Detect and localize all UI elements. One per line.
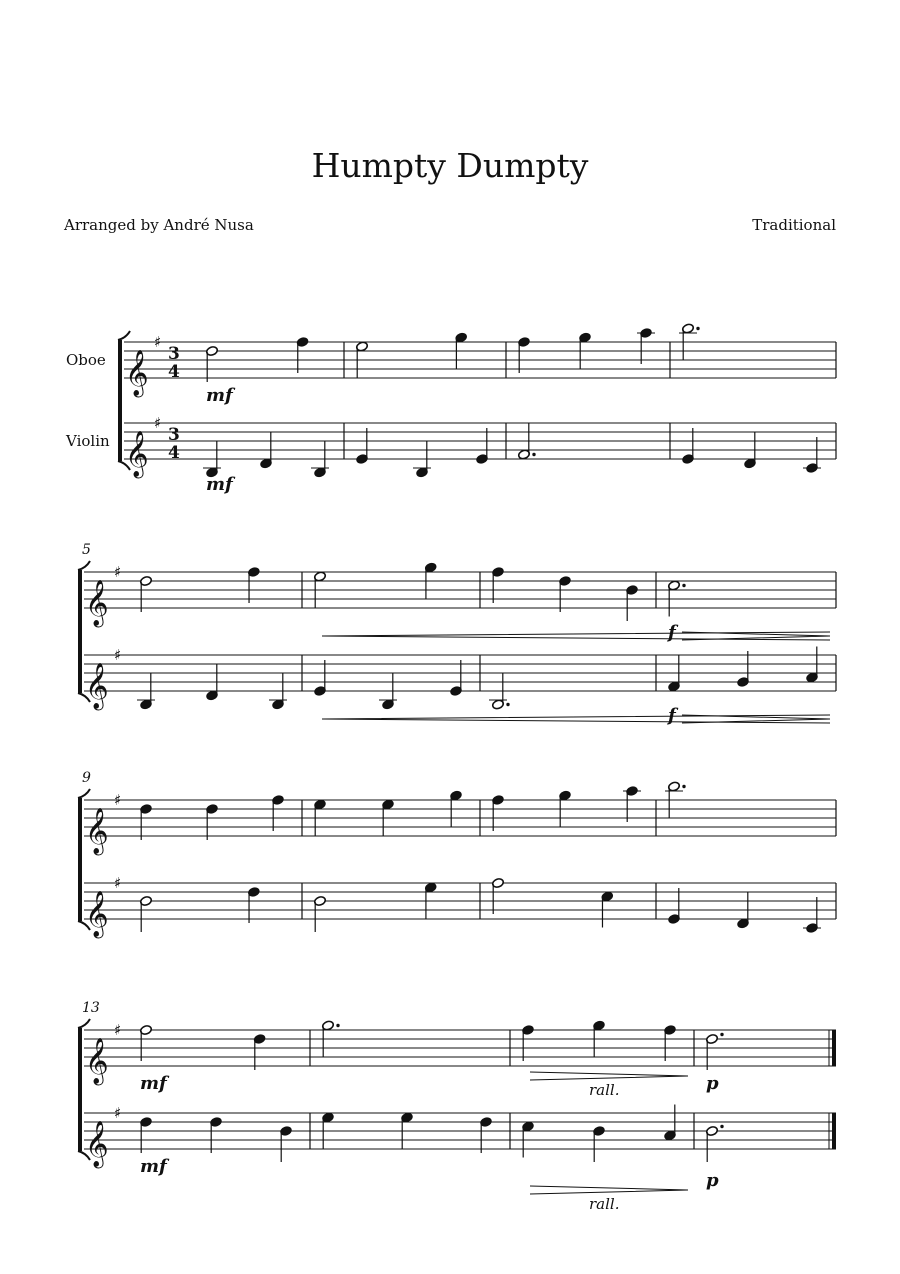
augmentation-dot <box>682 584 685 587</box>
augmentation-dot <box>532 453 535 456</box>
bracket-top-hook <box>78 1019 90 1028</box>
crescendo-hairpin <box>322 632 830 640</box>
key-signature-sharp: ♯ <box>114 874 122 892</box>
time-signature-denominator: 4 <box>168 362 180 382</box>
dynamic-marking: mf <box>206 385 233 406</box>
key-signature-sharp: ♯ <box>114 1021 122 1039</box>
key-signature-sharp: ♯ <box>154 414 162 432</box>
dynamic-marking: p <box>706 1170 719 1191</box>
system-bracket <box>78 570 82 693</box>
system-bracket <box>118 340 122 461</box>
composer-credit: Traditional <box>752 216 836 234</box>
bracket-top-hook <box>78 789 90 798</box>
dynamic-marking: p <box>706 1073 719 1094</box>
score-title: Humpty Dumpty <box>311 146 589 185</box>
treble-clef: 𝄞 <box>85 1038 109 1084</box>
system-bracket <box>78 1028 82 1151</box>
dynamic-marking: f <box>668 622 676 643</box>
final-barline-thick <box>832 1030 836 1066</box>
time-signature-numerator: 3 <box>168 425 180 445</box>
key-signature-sharp: ♯ <box>114 791 122 809</box>
instrument-name: Violin <box>66 432 110 450</box>
expression-text: rall. <box>589 1081 620 1099</box>
augmentation-dot <box>696 327 699 330</box>
time-signature-numerator: 3 <box>168 344 180 364</box>
treble-clef: 𝄞 <box>125 350 149 396</box>
key-signature-sharp: ♯ <box>114 646 122 664</box>
bracket-top-hook <box>78 561 90 570</box>
key-signature-sharp: ♯ <box>154 333 162 351</box>
measure-number: 13 <box>82 1000 100 1016</box>
bracket-top-hook <box>118 331 130 340</box>
augmentation-dot <box>506 703 509 706</box>
measure-number: 9 <box>82 770 91 786</box>
key-signature-sharp: ♯ <box>114 1104 122 1122</box>
dynamic-marking: mf <box>140 1073 167 1094</box>
treble-clef: 𝄞 <box>125 431 149 477</box>
decrescendo-hairpin <box>530 1072 688 1080</box>
system-bracket <box>78 798 82 921</box>
measure-number: 5 <box>82 542 91 558</box>
augmentation-dot <box>720 1125 723 1128</box>
treble-clef: 𝄞 <box>85 891 109 937</box>
arranger-credit: Arranged by André Nusa <box>64 216 254 234</box>
final-barline-thick <box>832 1113 836 1149</box>
dynamic-marking: f <box>668 705 676 726</box>
treble-clef: 𝄞 <box>85 663 109 709</box>
augmentation-dot <box>336 1024 339 1027</box>
treble-clef: 𝄞 <box>85 580 109 626</box>
dynamic-marking: mf <box>206 474 233 495</box>
augmentation-dot <box>720 1033 723 1036</box>
augmentation-dot <box>682 785 685 788</box>
treble-clef: 𝄞 <box>85 1121 109 1167</box>
instrument-name: Oboe <box>66 351 106 369</box>
time-signature-denominator: 4 <box>168 443 180 463</box>
expression-text: rall. <box>589 1195 620 1213</box>
key-signature-sharp: ♯ <box>114 563 122 581</box>
crescendo-hairpin <box>322 715 830 723</box>
dynamic-marking: mf <box>140 1156 167 1177</box>
treble-clef: 𝄞 <box>85 808 109 854</box>
decrescendo-hairpin <box>530 1186 688 1194</box>
